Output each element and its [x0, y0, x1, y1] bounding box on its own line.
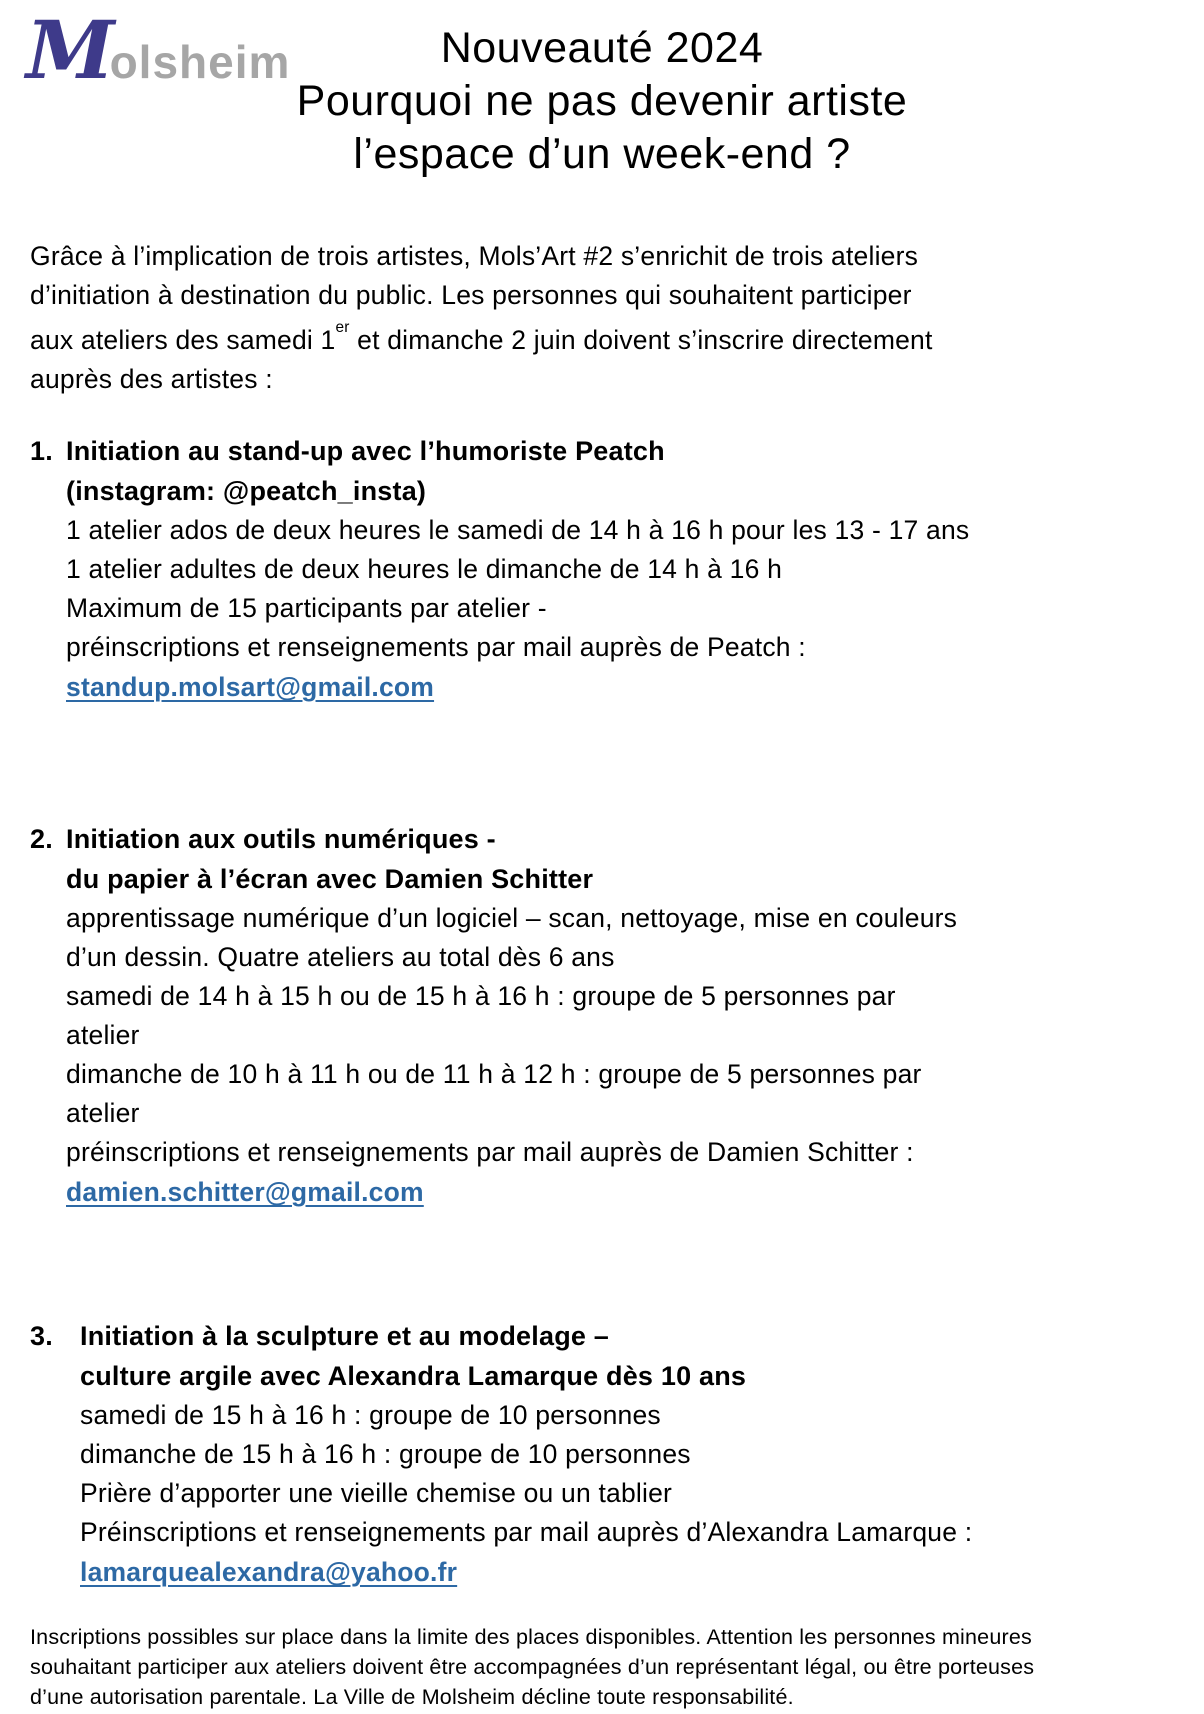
intro-line: d’initiation à destination du public. Les personnes qui souhaitent participer	[30, 280, 912, 310]
title-line: Nouveauté 2024	[440, 24, 764, 72]
workshop-section-numerique	[30, 819, 1174, 1212]
body-line: préinscriptions et renseignements par mail auprès de Damien Schitter :	[66, 1136, 914, 1167]
body-line: dimanche de 10 h à 11 h ou de 11 h à 12 h : groupe de 5 personnes par	[66, 1058, 922, 1089]
footer-line: Inscriptions possibles sur place dans la limite des places disponibles. Attention les personnes mineures	[30, 1624, 1032, 1649]
email-link-alexandra[interactable]: lamarquealexandra@yahoo.fr	[80, 1556, 458, 1587]
list-number: 2.	[30, 823, 53, 854]
workshop-section-sculpture	[30, 1316, 1174, 1592]
section-content	[66, 431, 1174, 707]
molsheim-logo	[26, 3, 291, 97]
list-number: 1.	[30, 435, 53, 466]
email-link-damien[interactable]: damien.schitter@gmail.com	[66, 1176, 424, 1207]
intro-paragraph	[30, 237, 1174, 399]
email-line	[66, 1172, 1174, 1212]
body-line: atelier	[66, 1019, 140, 1050]
section-heading-line: culture argile avec Alexandra Lamarque dès 10 ans	[80, 1360, 747, 1391]
email-link-peatch[interactable]: standup.molsart@gmail.com	[66, 671, 435, 702]
section-content	[66, 819, 1174, 1212]
intro-line: auprès des artistes :	[30, 363, 273, 394]
body-line: dimanche de 15 h à 16 h : groupe de 10 personnes	[80, 1438, 691, 1469]
body-line: Préinscriptions et renseignements par mail auprès d’Alexandra Lamarque :	[80, 1516, 973, 1547]
body-line: samedi de 15 h à 16 h : groupe de 10 personnes	[80, 1399, 661, 1430]
body-line: Prière d’apporter une vieille chemise ou un tablier	[80, 1477, 673, 1508]
list-number: 3.	[30, 1320, 53, 1351]
superscript-er: er	[335, 319, 350, 337]
body-line: 1 atelier ados de deux heures le samedi de 14 h à 16 h pour les 13 - 17 ans	[66, 514, 970, 545]
section-heading-line: Initiation aux outils numériques -	[66, 823, 496, 854]
logo-initial: M	[26, 3, 115, 97]
section-heading-line: Initiation à la sculpture et au modelage –	[80, 1320, 610, 1351]
body-line: samedi de 14 h à 15 h ou de 15 h à 16 h : groupe de 5 personnes par	[66, 980, 896, 1011]
intro-line-segment: aux ateliers des samedi 1	[30, 324, 336, 355]
title-line: Pourquoi ne pas devenir artiste	[296, 77, 908, 125]
title-line: l’espace d’un week-end ?	[353, 130, 851, 178]
section-heading-line: Initiation au stand-up avec l’humoriste Peatch	[66, 435, 665, 466]
footer-line: souhaitant participer aux ateliers doivent être accompagnées d’un représentant légal, ou être porteuses	[30, 1654, 1035, 1679]
section-heading-line: du papier à l’écran avec Damien Schitter	[66, 863, 594, 894]
workshop-section-standup	[30, 431, 1174, 707]
body-line: d’un dessin. Quatre ateliers au total dès 6 ans	[66, 941, 615, 972]
email-line	[66, 667, 1174, 707]
logo-text: olsheim	[109, 36, 291, 88]
intro-line: Grâce à l’implication de trois artistes, Mols’Art #2 s’enrichit de trois ateliers	[30, 241, 919, 271]
email-line	[80, 1552, 1174, 1592]
intro-line-segment: et dimanche 2 juin doivent s’inscrire directement	[349, 324, 933, 355]
body-line: apprentissage numérique d’un logiciel – scan, nettoyage, mise en couleurs	[66, 902, 958, 933]
body-line: préinscriptions et renseignements par mail auprès de Peatch :	[66, 631, 806, 662]
intro-line	[30, 315, 1174, 360]
body-line: atelier	[66, 1097, 140, 1128]
section-content	[80, 1316, 1174, 1592]
footer-line: d’une autorisation parentale. La Ville de Molsheim décline toute responsabilité.	[30, 1684, 794, 1709]
body-line: 1 atelier adultes de deux heures le dimanche de 14 h à 16 h	[66, 553, 783, 584]
section-heading-line: (instagram: @peatch_insta)	[66, 475, 427, 506]
body-line: Maximum de 15 participants par atelier -	[66, 592, 547, 623]
footer-disclaimer	[30, 1622, 1174, 1712]
